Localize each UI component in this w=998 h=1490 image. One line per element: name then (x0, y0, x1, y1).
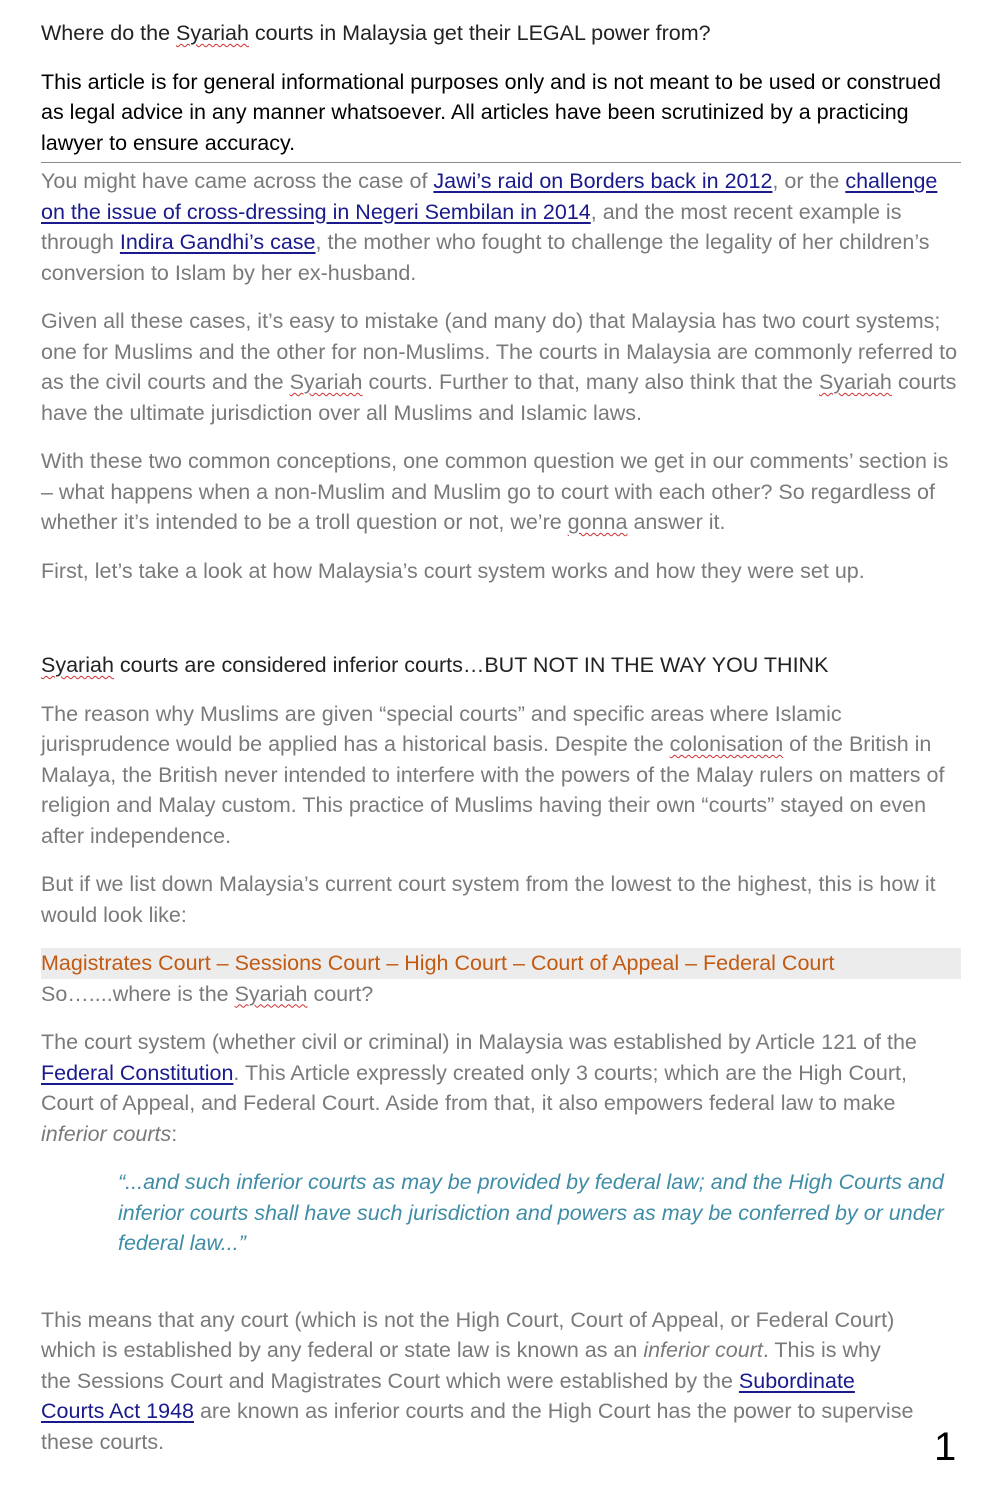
misspelling-mark: gonna (567, 510, 628, 534)
misspelling-mark: Syariah (41, 653, 114, 677)
inferior-court-paragraph (41, 1305, 916, 1458)
para7-text-3: : (171, 1121, 178, 1146)
common-question-paragraph (41, 446, 961, 538)
para8-text-2: . This is why the Sessions Court and Magistrates Court which were established by the (41, 1338, 881, 1393)
inferior-court-emphasis: inferior court (643, 1338, 763, 1362)
para7-text-1: The court system (whether civil or criminal) in Malaysia was established by Article 121 of the (41, 1030, 917, 1054)
where-is-syariah-line (41, 979, 961, 1010)
court-hierarchy-line: Magistrates Court – Sessions Court – High Court – Court of Appeal – Federal Court (41, 948, 961, 979)
historical-basis-paragraph (41, 699, 961, 852)
constitution-quote: “...and such inferior courts as may be provided by federal law; and the High Courts and inferior courts shall have such jurisdiction and powers as may be conferred by or under federal law...” (118, 1170, 944, 1255)
para2-text-2: courts. Further to that, many also think that the (362, 370, 819, 394)
intro-text-2: , or the (772, 169, 846, 193)
court-list-intro-paragraph: But if we list down Malaysia’s current court system from the lowest to the highest, this is how it would look like: (41, 872, 936, 927)
federal-constitution-link[interactable]: Federal Constitution (41, 1060, 234, 1085)
disclaimer: This article is for general informational purposes only and is not meant to be used or construed as legal advice in any manner whatsoever. All articles have been scrutinized by a practicing lawyer to ensure accuracy. (41, 69, 941, 155)
misspelling-mark: Syariah (234, 981, 308, 1006)
page-number: 1 (934, 1425, 957, 1469)
first-look-paragraph: First, let’s take a look at how Malaysia’s court system works and how they were set up. (41, 558, 865, 583)
para3-text-1: With these two common conceptions, one common question we get in our comments’ section is – what happens when a non-Muslim and Muslim go to court with each other? So regardless of whether it’s intended to be a troll question or not, we’re (41, 449, 949, 534)
jawi-raid-link[interactable]: Jawi’s raid on Borders back in 2012 (433, 169, 773, 193)
para8-text-3: are known as inferior courts and the High Court has the power to supervise these courts. (41, 1399, 914, 1454)
article-title (41, 18, 961, 49)
misspelling-mark: colonisation (669, 732, 784, 756)
para2-text-3: courts have the ultimate jurisdiction over all Muslims and Islamic laws. (41, 370, 957, 425)
where-text-2: court? (307, 981, 374, 1006)
title-text-start: Where do the (41, 21, 177, 45)
section-heading-text: courts are considered inferior courts…BUT NOT IN THE WAY YOU THINK (113, 653, 829, 677)
para5-text-1: The reason why Muslims are given “special courts” and specific areas where Islamic jurisprudence would be applied has a historical basis. Despite the (41, 701, 842, 756)
horizontal-divider (41, 162, 961, 163)
para8-text-1: This means that any court (which is not the High Court, Court of Appeal, or Federal Court) which is established by any federal or state law is known as an (41, 1307, 895, 1362)
intro-text-3: , and the most recent example is through (41, 199, 902, 254)
article-page (41, 18, 961, 1457)
misspelling-mark: Syariah (176, 21, 249, 45)
para2-text-1: Given all these cases, it’s easy to mistake (and many do) that Malaysia has two court systems; one for Muslims and the other for non-Muslims. The courts in Malaysia are commonly referred to as the civil courts and the (41, 309, 958, 394)
indira-gandhi-link[interactable]: Indira Gandhi’s case (119, 230, 316, 254)
intro-text-4: , the mother who fought to challenge the legality of her children’s conversion to Islam by her ex-husband. (41, 230, 930, 285)
article-121-paragraph (41, 1027, 961, 1149)
cross-dressing-link[interactable]: challenge on the issue of cross-dressing in Negeri Sembilan in 2014 (41, 169, 938, 224)
inferior-courts-emphasis: inferior courts (41, 1121, 172, 1146)
section-heading (41, 650, 961, 681)
title-text-end: courts in Malaysia get their LEGAL power from? (248, 21, 711, 45)
misspelling-mark: Syariah (289, 370, 363, 394)
intro-paragraph (41, 166, 961, 288)
subordinate-courts-act-link[interactable]: Subordinate Courts Act 1948 (41, 1368, 855, 1423)
two-court-systems-paragraph (41, 306, 961, 428)
intro-text-1: You might have came across the case of (41, 169, 434, 193)
para7-text-2: . This Article expressly created only 3 courts; which are the High Court, Court of Appeal, and Federal Court. Aside from that, it also empowers federal law to make (41, 1060, 907, 1115)
para5-text-2: of the British in Malaya, the British never intended to interfere with the powers of the Malay rulers on matters of religion and Malay custom. This practice of Muslims having their own “courts” stayed on even after independence. (41, 732, 945, 848)
misspelling-mark: Syariah (818, 370, 892, 394)
where-text-1: So…....where is the (41, 981, 235, 1006)
para3-text-2: answer it. (627, 510, 726, 534)
